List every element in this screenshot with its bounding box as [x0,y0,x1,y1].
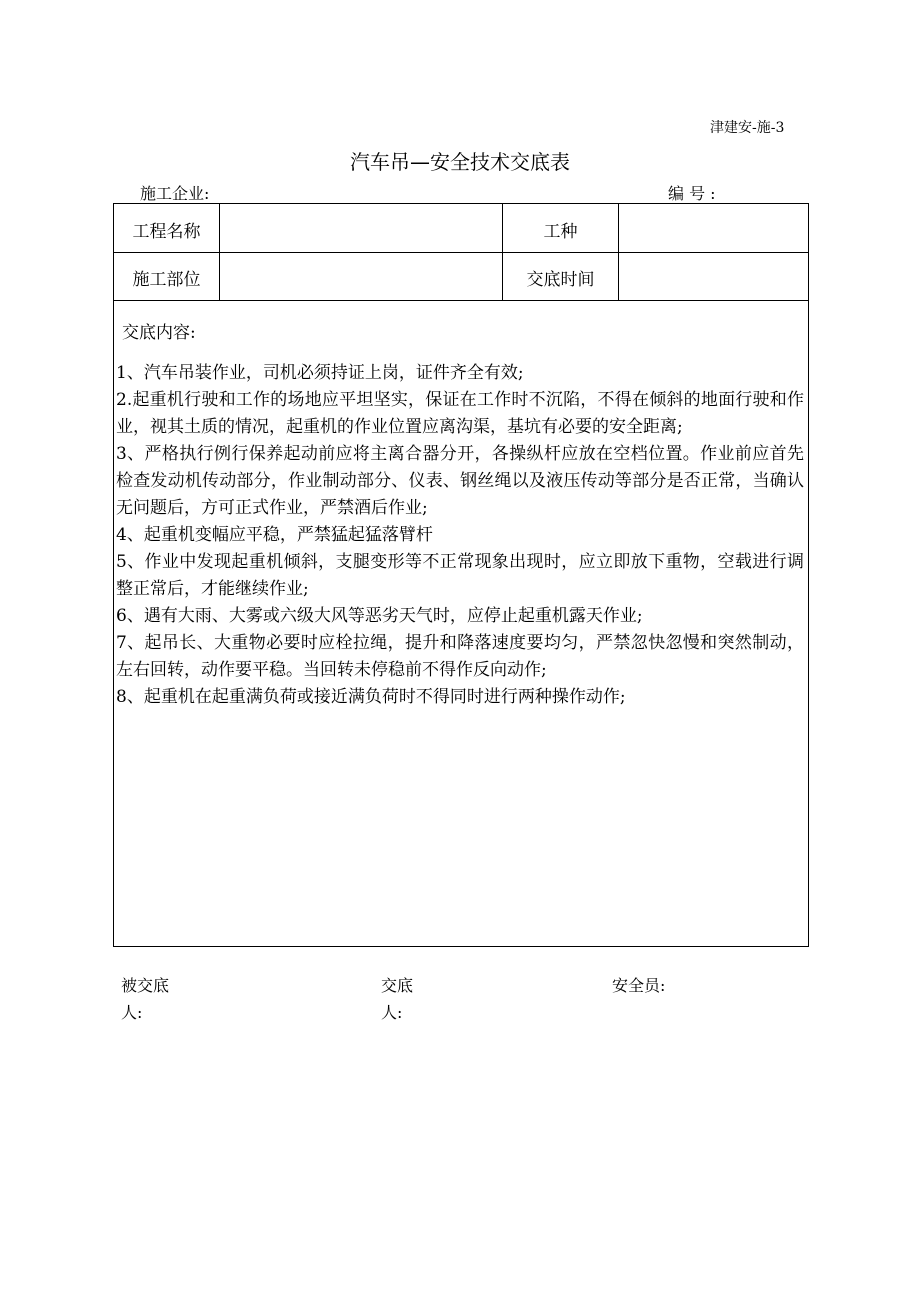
company-label: 施工企业: [140,184,210,203]
list-item: 4、起重机变幅应平稳，严禁猛起猛落臂杆 [116,525,433,545]
list-item: 7、起吊长、大重物必要时应栓拉绳，提升和降落速度要均匀，严禁忽快忽慢和突然制动，左右回转，动作要平稳。当回转未停稳前不得作反向动作; [116,633,804,680]
safety-officer-label: 安全员: [612,976,666,995]
list-item: 3、严格执行例行保养起动前应将主离合器分开，各操纵杆应放在空档位置。作业前应首先检查发动机传动部分，作业制动部分、仪表、钢丝绳以及液压传动等部分是否正常，当确认无问题后，方可正式作业，严禁酒后作业; [116,444,804,518]
list-item: 2.起重机行驶和工作的场地应平坦坚实，保证在工作时不沉陷，不得在倾斜的地面行驶和作业，视其土质的情况，起重机的作业位置应离沟渠，基坑有必要的安全距离; [116,390,804,437]
document-code: 津建安-施-3 [710,120,785,136]
date-label: 交底时间 [526,270,595,290]
project-name-label: 工程名称 [132,222,201,242]
column-divider [219,204,220,300]
giver-label-line1: 交底 [381,976,414,995]
row-divider [114,300,808,301]
page-title: 汽车吊—安全技术交底表 [350,150,570,174]
receiver-label-line2: 人: [121,1003,143,1022]
safety-officer-signature [612,972,665,999]
list-item: 1、汽车吊装作业，司机必须持证上岗，证件齐全有效; [116,363,524,383]
giver-signature [381,972,413,1026]
number-label: 编 号 : [668,184,716,203]
list-item: 8、起重机在起重满负荷或接近满负荷时不得同时进行两种操作动作; [116,687,626,707]
list-item: 6、遇有大雨、大雾或六级大风等恶劣天气时，应停止起重机露天作业; [116,606,643,626]
location-label: 施工部位 [132,270,201,290]
receiver-label-line1: 被交底 [121,976,170,995]
content-list [114,360,808,711]
receiver-signature [121,972,169,1026]
trade-label: 工种 [543,222,578,242]
column-divider [618,204,619,300]
content-heading: 交底内容: [122,323,196,343]
disclosure-table [113,203,809,947]
list-item: 5、作业中发现起重机倾斜，支腿变形等不正常现象出现时，应立即放下重物，空载进行调整正常后，才能继续作业; [116,552,804,599]
giver-label-line2: 人: [381,1003,403,1022]
